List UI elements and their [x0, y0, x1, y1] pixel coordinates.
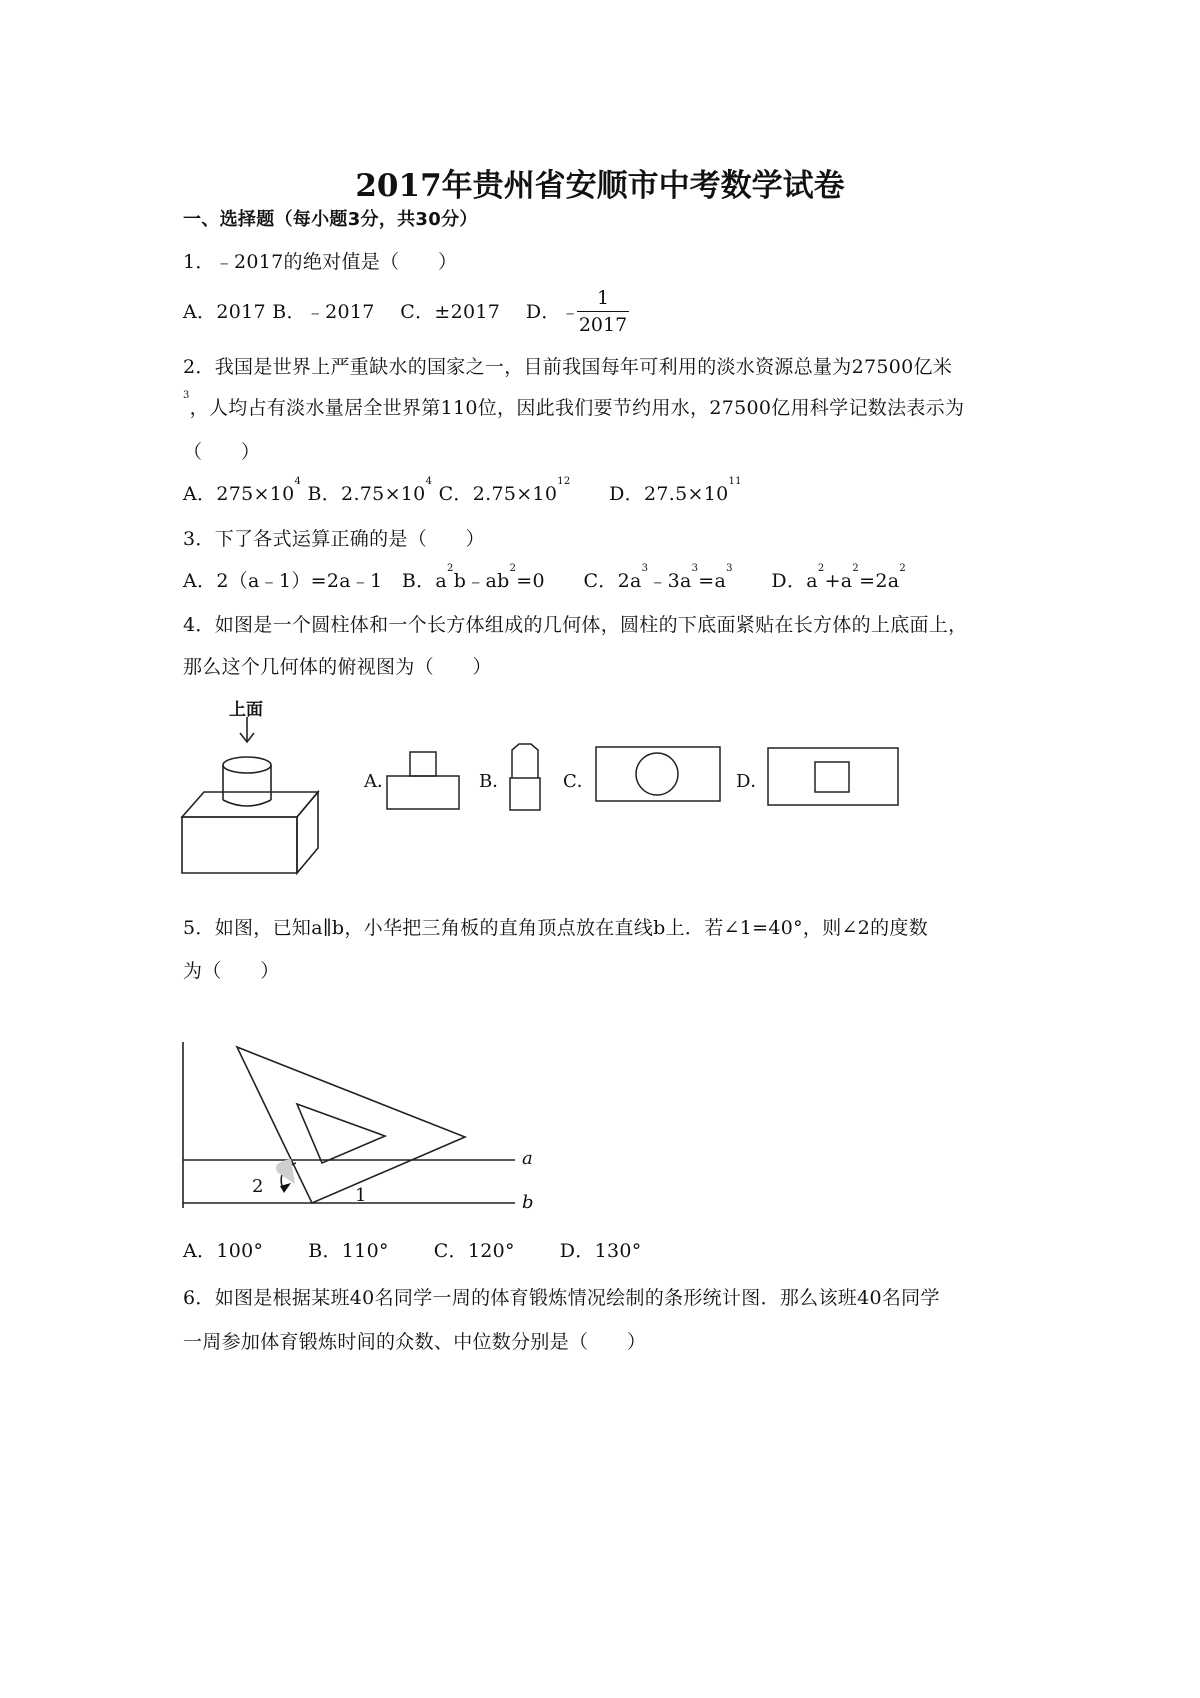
superscript: 3 [183, 390, 190, 401]
superscript: 2 [899, 563, 907, 574]
superscript: 12 [557, 476, 571, 487]
superscript: 4 [425, 476, 433, 487]
superscript: 3 [726, 563, 733, 574]
question-6-line2: 一周参加体育锻炼时间的众数、中位数分别是（ ） [183, 1331, 647, 1353]
question-6-line1: 6．如图是根据某班40名同学一周的体育锻炼情况绘制的条形统计图．那么该班40名同学 [183, 1287, 940, 1309]
option-d: D．a [732, 570, 818, 592]
option-b-label: B． [479, 771, 511, 792]
line-a-label: a [522, 1148, 533, 1169]
page-title: 2017年贵州省安顺市中考数学试卷 [355, 168, 845, 204]
option-c-label: C． [563, 771, 595, 792]
question-4-line1: 4．如图是一个圆柱体和一个长方体组成的几何体，圆柱的下底面紧贴在长方体的上底面上， [183, 614, 968, 636]
superscript: 2 [852, 563, 860, 574]
question-5-line1: 5．如图，已知a∥b，小华把三角板的直角顶点放在直线b上．若∠1=40°，则∠2的度数 [183, 917, 929, 939]
superscript: 3 [641, 563, 649, 574]
question-1-stem: 1．﹣2017的绝对值是（ ） [183, 251, 458, 273]
option-c: C．2.75×10 [432, 483, 558, 505]
superscript: 4 [294, 476, 302, 487]
superscript: 2 [817, 563, 825, 574]
question-3-stem: 3．下了各式运算正确的是（ ） [183, 528, 485, 550]
option-d: D．27.5×10 [570, 483, 729, 505]
angle-1-label: 1 [355, 1185, 367, 1206]
section-heading: 一、选择题（每小题3分，共30分） [183, 209, 478, 230]
fraction-denominator: 2017 [578, 314, 628, 336]
option-d-mid: +a [824, 570, 853, 592]
superscript: 2 [509, 563, 517, 574]
option-b: B．2.75×10 [301, 483, 426, 505]
question-1-options: A．2017 B．﹣2017 C．±2017 D．﹣ [183, 301, 580, 323]
question-5-options: A．100° B．110° C．120° D．130° [183, 1240, 642, 1262]
option-c-mid2: =a [698, 570, 727, 592]
option-c-mid: ﹣3a [648, 570, 692, 592]
question-4-line2: 那么这个几何体的俯视图为（ ） [183, 656, 492, 678]
figure-label-top: 上面 [229, 700, 263, 720]
option-a: A．2（a﹣1）=2a﹣1 B．a [183, 570, 448, 592]
question-2-line1: 2．我国是世界上严重缺水的国家之一，目前我国每年可利用的淡水资源总量为27500亿米 [183, 356, 953, 378]
question-2-line3: （ ） [183, 441, 261, 463]
option-d-label: D． [736, 771, 769, 792]
option-b-end: =0 C．2a [516, 570, 642, 592]
question-5-line2: 为（ ） [183, 960, 280, 982]
angle-2-label: 2 [252, 1176, 264, 1197]
option-a: A．275×10 [183, 483, 295, 505]
option-d-end: =2a [859, 570, 900, 592]
option-b-mid: b﹣ab [453, 570, 510, 592]
superscript: 11 [728, 476, 742, 487]
option-a-label: A． [364, 771, 395, 792]
fraction-numerator: 1 [596, 287, 610, 309]
superscript: 2 [447, 563, 454, 574]
superscript: 3 [691, 563, 699, 574]
question-2-line2-text: ，人均占有淡水量居全世界第110位，因此我们要节约用水，27500亿用科学记数法表示为 [189, 397, 965, 419]
line-b-label: b [522, 1192, 534, 1213]
